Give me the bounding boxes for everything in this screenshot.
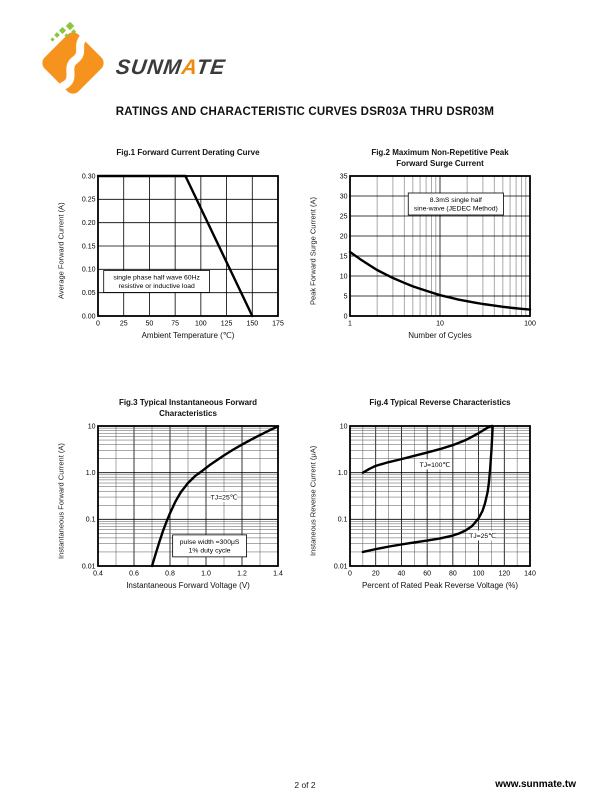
sunmate-logo — [36, 20, 266, 100]
svg-text:10: 10 — [87, 423, 96, 431]
svg-text:0.00: 0.00 — [81, 313, 96, 321]
fig4-x-axis-title: Percent of Rated Peak Reverse Voltage (%) — [361, 581, 519, 590]
svg-text:40: 40 — [397, 570, 406, 578]
svg-text:1.2: 1.2 — [237, 570, 247, 578]
sunmate-wordmark — [114, 56, 227, 80]
svg-text:pulse width =300μS: pulse width =300μS — [179, 539, 240, 547]
fig2-title-line1: Fig.2 Maximum Non-Repetitive Peak — [371, 148, 509, 157]
svg-text:100: 100 — [195, 320, 207, 328]
svg-text:35: 35 — [339, 173, 348, 181]
svg-text:8.3mS single half: 8.3mS single half — [429, 197, 482, 205]
svg-text:0.20: 0.20 — [81, 220, 96, 228]
fig4-title-line1: Fig.4 Typical Reverse Characteristics — [369, 398, 511, 407]
svg-text:0.1: 0.1 — [85, 516, 96, 524]
svg-text:0.01: 0.01 — [333, 563, 348, 571]
svg-text:10: 10 — [339, 273, 348, 281]
svg-text:single phase half wave 60Hz: single phase half wave 60Hz — [113, 274, 200, 282]
svg-text:0: 0 — [343, 313, 348, 321]
fig3-x-axis-title: Instantaneous Forward Voltage (V) — [126, 581, 250, 590]
fig2-chart-block — [306, 148, 542, 340]
svg-text:1.0: 1.0 — [85, 470, 96, 478]
svg-text:10: 10 — [339, 423, 348, 431]
svg-text:1: 1 — [348, 320, 352, 328]
svg-text:0.30: 0.30 — [81, 173, 96, 181]
svg-text:100: 100 — [524, 320, 536, 328]
fig1-x-axis-title: Ambient Temperature (℃) — [141, 331, 235, 340]
svg-text:5: 5 — [343, 293, 348, 301]
svg-text:0.05: 0.05 — [81, 290, 96, 298]
svg-text:TJ=100℃: TJ=100℃ — [419, 461, 451, 469]
svg-text:20: 20 — [339, 233, 348, 241]
fig3-title-line1: Fig.3 Typical Instantaneous Forward — [118, 398, 258, 407]
fig1-chart-block — [54, 148, 290, 340]
svg-text:120: 120 — [498, 570, 511, 578]
svg-text:1.0: 1.0 — [201, 570, 211, 578]
svg-text:0.6: 0.6 — [129, 570, 139, 578]
page-title: RATINGS AND CHARACTERISTIC CURVES DSR03A THRU DSR03M — [115, 106, 495, 118]
svg-text:125: 125 — [220, 320, 233, 328]
svg-text:25: 25 — [119, 320, 128, 328]
svg-text:TJ=25℃: TJ=25℃ — [469, 532, 496, 540]
svg-text:100: 100 — [472, 570, 485, 578]
svg-text:TJ=25℃: TJ=25℃ — [210, 494, 238, 502]
page-number: 2 of 2 — [294, 780, 316, 790]
wordmark-accent: A — [180, 56, 199, 79]
fig3-plot-area — [68, 420, 288, 582]
fig3-chart-block — [54, 398, 290, 590]
svg-text:0.01: 0.01 — [81, 563, 96, 571]
svg-text:150: 150 — [246, 320, 259, 328]
svg-text:0: 0 — [348, 570, 352, 578]
fig4-title-line2 — [350, 409, 530, 420]
fig1-y-axis-title: Average Forward Current (A) — [56, 202, 66, 300]
svg-text:0.8: 0.8 — [165, 570, 175, 578]
wordmark-part2: TE — [194, 56, 227, 79]
fig2-y-axis-title: Peak Forward Surge Current (A) — [308, 197, 318, 305]
fig2-plot-area — [320, 170, 540, 332]
wordmark-part1: SUNM — [114, 56, 184, 79]
svg-text:30: 30 — [339, 193, 348, 201]
website-url: www.sunmate.tw — [495, 779, 576, 790]
svg-text:80: 80 — [448, 570, 457, 578]
svg-text:1.0: 1.0 — [337, 470, 348, 478]
svg-text:0.4: 0.4 — [93, 570, 103, 578]
sunmate-logo-icon — [36, 20, 116, 100]
fig2-title-line2: Forward Surge Current — [396, 158, 484, 168]
svg-text:0: 0 — [96, 320, 100, 328]
fig1-title-line1: Fig.1 Forward Current Derating Curve — [116, 148, 260, 157]
svg-text:0.25: 0.25 — [81, 196, 96, 204]
page-footer — [0, 780, 610, 800]
svg-text:140: 140 — [524, 570, 536, 578]
svg-text:175: 175 — [272, 320, 284, 328]
fig4-plot-area — [320, 420, 540, 582]
svg-text:25: 25 — [339, 213, 348, 221]
svg-text:0.15: 0.15 — [81, 243, 96, 251]
fig2-x-axis-title: Number of Cycles — [408, 331, 472, 340]
fig3-y-axis-title: Instantaneous Forward Current (A) — [56, 443, 66, 559]
svg-text:60: 60 — [423, 570, 432, 578]
svg-text:0.1: 0.1 — [337, 516, 348, 524]
fig1-plot-area — [68, 170, 288, 332]
svg-text:1.4: 1.4 — [273, 570, 283, 578]
svg-text:1% duty cycle: 1% duty cycle — [188, 547, 231, 555]
svg-text:20: 20 — [371, 570, 380, 578]
svg-text:75: 75 — [171, 320, 180, 328]
fig3-title-line2: Characteristics — [159, 408, 217, 418]
svg-text:0.10: 0.10 — [81, 266, 96, 274]
fig4-chart-block — [306, 398, 542, 590]
svg-text:10: 10 — [436, 320, 444, 328]
svg-text:15: 15 — [339, 253, 348, 261]
fig4-y-axis-title: Instaneous Reverse Current (μA) — [308, 445, 318, 557]
fig1-title-line2 — [98, 159, 278, 170]
svg-text:sine-wave (JEDEC Method): sine-wave (JEDEC Method) — [413, 205, 498, 213]
svg-text:50: 50 — [145, 320, 154, 328]
svg-text:resistive or inductive load: resistive or inductive load — [118, 283, 195, 291]
